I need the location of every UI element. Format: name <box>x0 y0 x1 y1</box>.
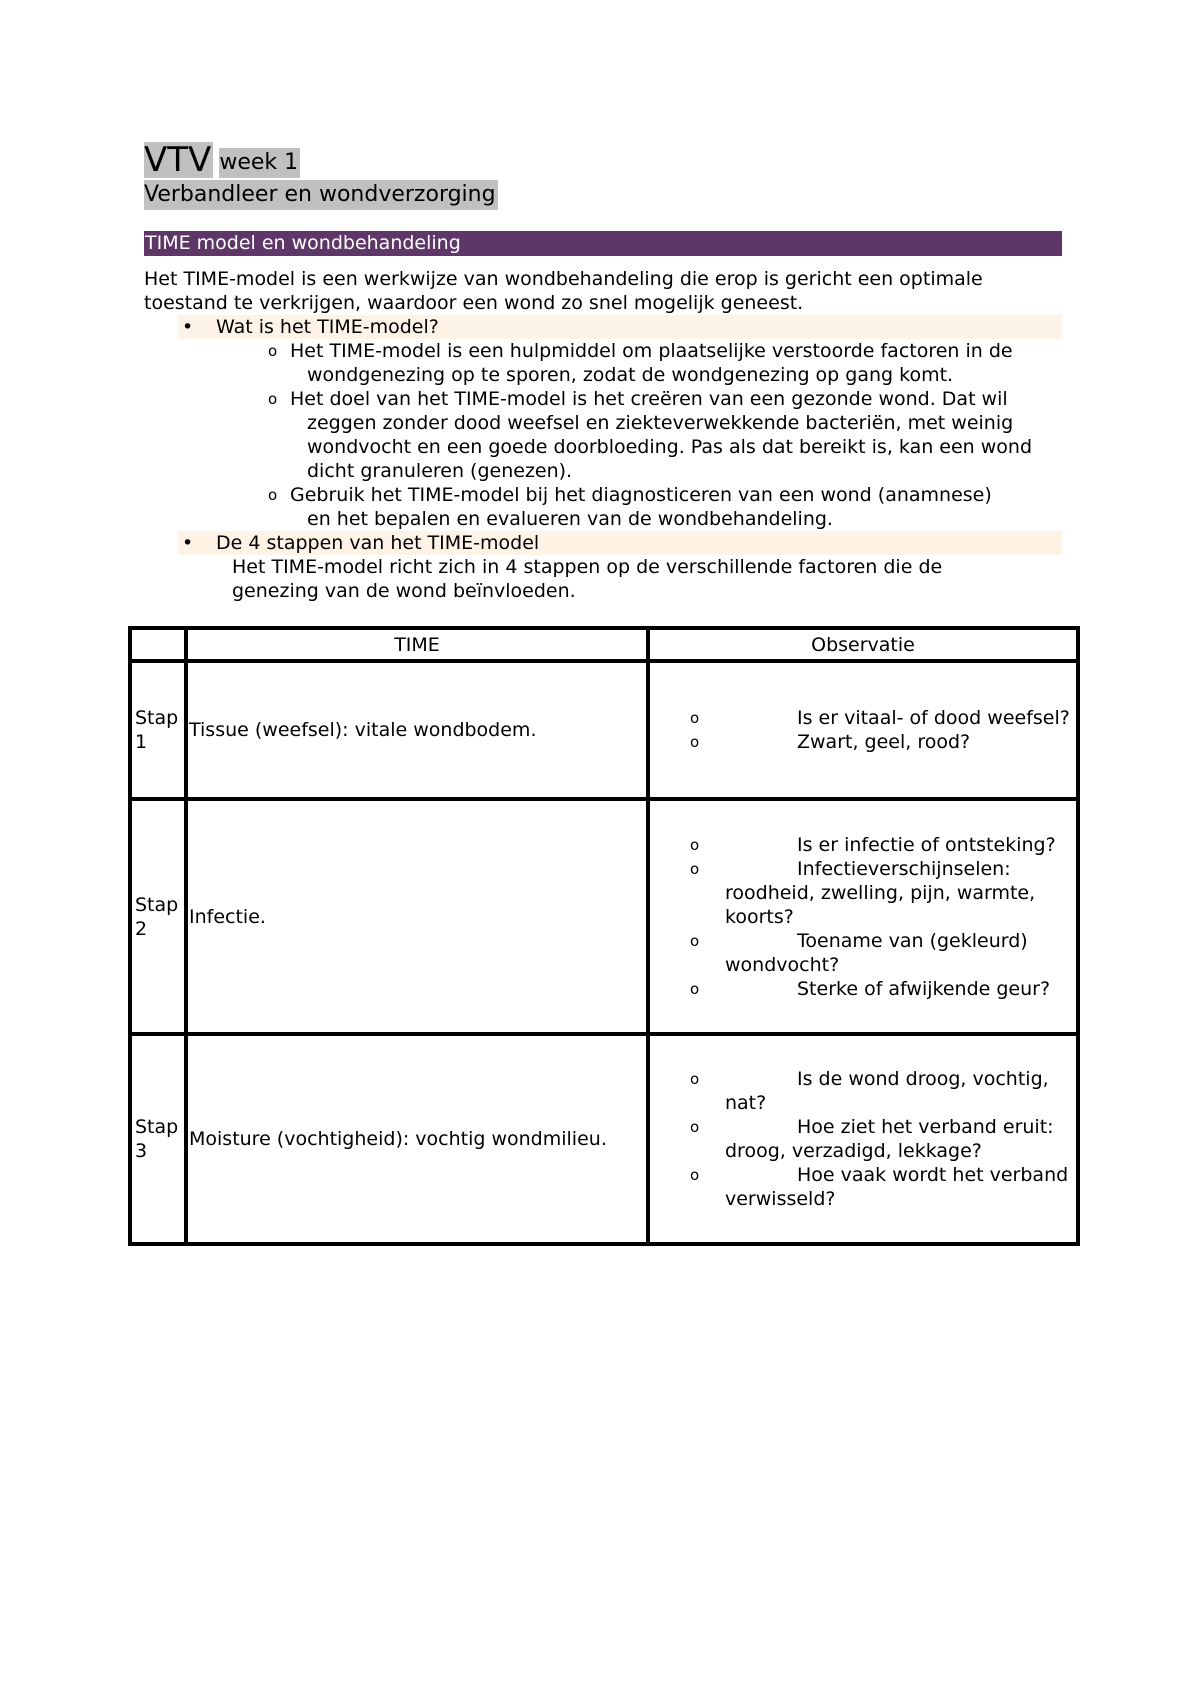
step-cell: Stap 3 <box>130 1034 186 1244</box>
sub-marker: o <box>268 390 278 408</box>
title-line <box>144 142 300 178</box>
observation-cell <box>648 799 1078 1034</box>
observation-text: Hoe ziet het verband eruit: droog, verzadigd, lekkage? <box>725 1116 1054 1162</box>
sub-item-text: Gebruik het TIME-model bij het diagnosticeren van een wond (anamnese) <box>290 484 992 506</box>
sub-item-text: en het bepalen en evalueren van de wondbehandeling. <box>307 508 833 530</box>
observation-marker: o <box>690 709 700 727</box>
time-cell: Tissue (weefsel): vitale wondbodem. <box>186 661 648 799</box>
observation-marker: o <box>690 1118 700 1136</box>
bullet-marker: • <box>182 532 194 554</box>
bullet-marker: • <box>182 316 194 338</box>
observation-marker: o <box>690 733 700 751</box>
steps-intro-line: genezing van de wond beïnvloeden. <box>232 580 576 602</box>
observation-text: Sterke of afwijkende geur? <box>797 977 1051 1000</box>
table-header-cell <box>130 628 186 661</box>
observation-marker: o <box>690 931 700 950</box>
observation-text: Hoe vaak wordt het verband verwisseld? <box>725 1164 1069 1210</box>
table-row <box>130 661 1078 799</box>
table-header-cell: TIME <box>186 628 648 661</box>
observation-item <box>650 929 1076 977</box>
observation-cell <box>648 1034 1078 1244</box>
table-header-row <box>130 628 1078 661</box>
sub-item-text: wondgenezing op te sporen, zodat de wondgenezing op gang komt. <box>307 364 954 386</box>
observation-marker: o <box>690 979 700 998</box>
intro-line: toestand te verkrijgen, waardoor een wond zo snel mogelijk geneest. <box>144 292 804 314</box>
table-row <box>130 799 1078 1034</box>
observation-item <box>650 977 1076 1001</box>
time-cell: Moisture (vochtigheid): vochtig wondmilieu. <box>186 1034 648 1244</box>
observation-text: Zwart, geel, rood? <box>797 731 971 753</box>
sub-item-text: Het doel van het TIME-model is het creëren van een gezonde wond. Dat wil <box>290 388 1008 410</box>
observation-item <box>650 730 1076 754</box>
section-heading-text: TIME model en wondbehandeling <box>145 232 461 254</box>
table-header-cell: Observatie <box>648 628 1078 661</box>
bullet-item <box>178 531 1062 555</box>
bullet-label: De 4 stappen van het TIME-model <box>216 532 540 554</box>
observation-cell <box>648 661 1078 799</box>
observation-marker: o <box>690 1166 700 1184</box>
sub-item-text: zeggen zonder dood weefsel en ziekteverwekkende bacteriën, met weinig wondvocht en een goede doorbloeding. Pas als dat bereikt is, kan een wond dicht granuleren (genezen). <box>307 412 1033 482</box>
steps-intro-text <box>232 555 1062 603</box>
document-title: VTV <box>144 140 212 180</box>
table-row <box>130 1034 1078 1244</box>
time-table <box>128 626 1080 1246</box>
sub-marker: o <box>268 342 278 360</box>
step-cell: Stap 1 <box>130 661 186 799</box>
observation-item <box>650 1115 1076 1163</box>
section-heading <box>144 231 1062 256</box>
observation-item <box>650 1067 1076 1115</box>
observation-text: Infectieverschijnselen: roodheid, zwelling, pijn, warmte, koorts? <box>725 857 1036 928</box>
step-cell: Stap 2 <box>130 799 186 1034</box>
observation-marker: o <box>690 835 700 854</box>
observation-marker: o <box>690 859 700 878</box>
observation-item <box>650 833 1076 857</box>
time-cell: Infectie. <box>186 799 648 1034</box>
intro-paragraph <box>144 267 1062 315</box>
observation-item <box>650 1163 1076 1211</box>
observation-item <box>650 857 1076 929</box>
intro-line: Het TIME-model is een werkwijze van wondbehandeling die erop is gericht een optimale <box>144 268 983 290</box>
sub-item-text: Het TIME-model is een hulpmiddel om plaatselijke verstoorde factoren in de <box>290 340 1013 362</box>
week-label: week 1 <box>219 148 300 178</box>
bullet-label: Wat is het TIME-model? <box>216 316 439 338</box>
observation-marker: o <box>690 1070 700 1088</box>
observation-item <box>650 706 1076 730</box>
steps-intro-line: Het TIME-model richt zich in 4 stappen op de verschillende factoren die de <box>232 556 943 578</box>
bullet-item <box>178 315 1062 339</box>
observation-text: Is er infectie of ontsteking? <box>797 833 1056 856</box>
observation-text: Toename van (gekleurd) wondvocht? <box>725 929 1028 976</box>
sub-marker: o <box>268 486 278 504</box>
observation-text: Is de wond droog, vochtig, nat? <box>725 1068 1049 1114</box>
observation-text: Is er vitaal- of dood weefsel? <box>797 707 1070 729</box>
document-subtitle: Verbandleer en wondverzorging <box>144 180 498 210</box>
